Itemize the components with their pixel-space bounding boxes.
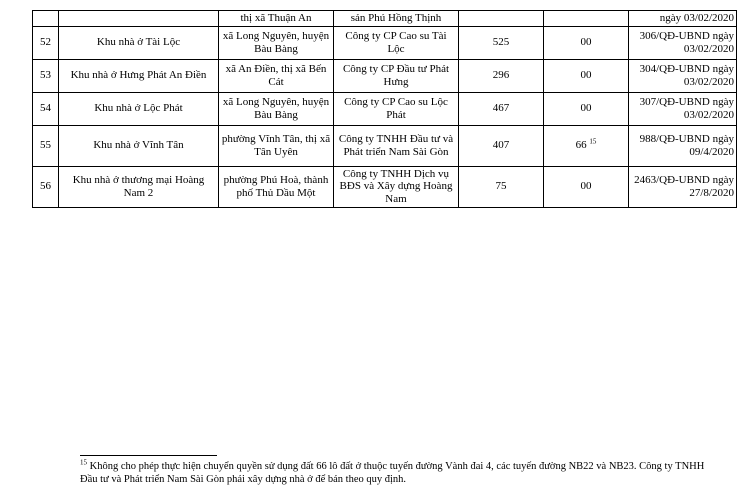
cell-name-text: Khu nhà ở Hưng Phát An Điền [70,69,207,82]
cell-no [33,125,59,166]
cell-name-text: Khu nhà ở Vĩnh Tân [93,139,184,152]
cell-developer-text: Công ty CP Đầu tư Phát Hưng [342,63,450,88]
cell-decision-text: 988/QĐ-UBND ngày 09/4/2020 [639,133,734,158]
footnote-text: Không cho phép thực hiện chuyển quyền sử dụng đất 66 lô đất ở thuộc tuyến đường Vành đai 4, các tuyến đường NB22 và NB23. Công ty TNHH Đầu tư và Phát triển Nam Sài Gòn phải xây dựng nhà ở để bán theo quy định. [80,461,705,485]
cell-decision [629,92,737,125]
cell-units-text: 296 [492,69,510,82]
table-row [33,59,737,92]
cell-units [459,92,544,125]
cell-location [219,92,334,125]
cell-decision [629,125,737,166]
cell-decision [629,26,737,59]
cell-location [219,166,334,207]
cell-developer [334,26,459,59]
table-row [33,166,737,207]
cell-no-text: 55 [40,139,51,152]
cell-decision-text: 2463/QĐ-UBND ngày 27/8/2020 [634,174,734,199]
cell-second [544,166,629,207]
cell-location: thị xã Thuận An [219,11,334,27]
cell-units [459,11,544,27]
cell-second-text: 00 [580,69,592,82]
cell-no [33,166,59,207]
cell-decision-text: 304/QĐ-UBND ngày 03/02/2020 [639,63,734,88]
projects-table [32,10,737,208]
footnote-ref: 15 [589,137,597,146]
cell-name [59,59,219,92]
cell-decision-text: 306/QĐ-UBND ngày 03/02/2020 [639,30,734,55]
cell-units-text: 75 [495,180,507,193]
cell-developer-text: Công ty TNHH Đầu tư và Phát triển Nam Sài Gòn [338,133,454,158]
cell-developer-text: Công ty TNHH Dịch vụ BĐS và Xây dựng Hoàng Nam [339,167,453,205]
cell-name [59,92,219,125]
cell-units-text: 525 [492,36,510,49]
cell-developer-text: Công ty CP Cao su Lộc Phát [344,96,448,121]
cell-no [33,59,59,92]
cell-second-text: 66 [575,139,587,152]
cell-location-text: xã Long Nguyên, huyện Bàu Bàng [222,96,330,121]
cell-name [59,26,219,59]
cell-location [219,125,334,166]
cell-location-text: xã Long Nguyên, huyện Bàu Bàng [222,30,330,55]
cell-location [219,59,334,92]
footnote-mark: 15 [80,458,87,467]
cell-name [59,11,219,27]
cell-second [544,92,629,125]
cell-developer [334,59,459,92]
cell-second [544,125,629,166]
cell-name-text: Khu nhà ở thương mại Hoàng Nam 2 [72,174,205,199]
cell-no-text: 56 [40,180,51,193]
cell-no [33,26,59,59]
cell-units [459,125,544,166]
cell-location-text: phường Phú Hoà, thành phố Thủ Dầu Một [223,174,329,199]
table-row [33,125,737,166]
footnote-separator [80,455,217,456]
cell-decision-text: 307/QĐ-UBND ngày 03/02/2020 [639,96,734,121]
cell-developer-text: Công ty CP Cao su Tài Lộc [345,30,447,55]
cell-second-text: 00 [580,102,592,115]
cell-units [459,59,544,92]
cell-second-text: 00 [580,180,592,193]
cell-decision: ngày 03/02/2020 [629,11,737,27]
cell-name-text: Khu nhà ở Lộc Phát [94,102,183,115]
cell-developer [334,92,459,125]
cell-no-text: 53 [40,69,51,82]
cell-developer [334,166,459,207]
cell-no-text: 52 [40,36,51,49]
footnote [80,460,720,486]
cell-location-text: phường Vĩnh Tân, thị xã Tân Uyên [221,133,331,158]
cell-second-text: 00 [580,36,592,49]
cell-second [544,26,629,59]
table-row-partial [33,11,737,27]
cell-location [219,26,334,59]
cell-units-text: 407 [492,139,510,152]
cell-no [33,92,59,125]
table-row [33,26,737,59]
cell-second [544,11,629,27]
cell-units-text: 467 [492,102,510,115]
cell-location-text: xã An Điền, thị xã Bến Cát [225,63,327,88]
cell-no-text: 54 [40,102,51,115]
table-row [33,92,737,125]
cell-name [59,166,219,207]
cell-second [544,59,629,92]
cell-decision [629,59,737,92]
cell-developer: sản Phú Hồng Thịnh [334,11,459,27]
cell-name [59,125,219,166]
cell-decision [629,166,737,207]
cell-units [459,26,544,59]
cell-name-text: Khu nhà ở Tài Lộc [96,36,181,49]
cell-no [33,11,59,27]
cell-units [459,166,544,207]
cell-developer [334,125,459,166]
